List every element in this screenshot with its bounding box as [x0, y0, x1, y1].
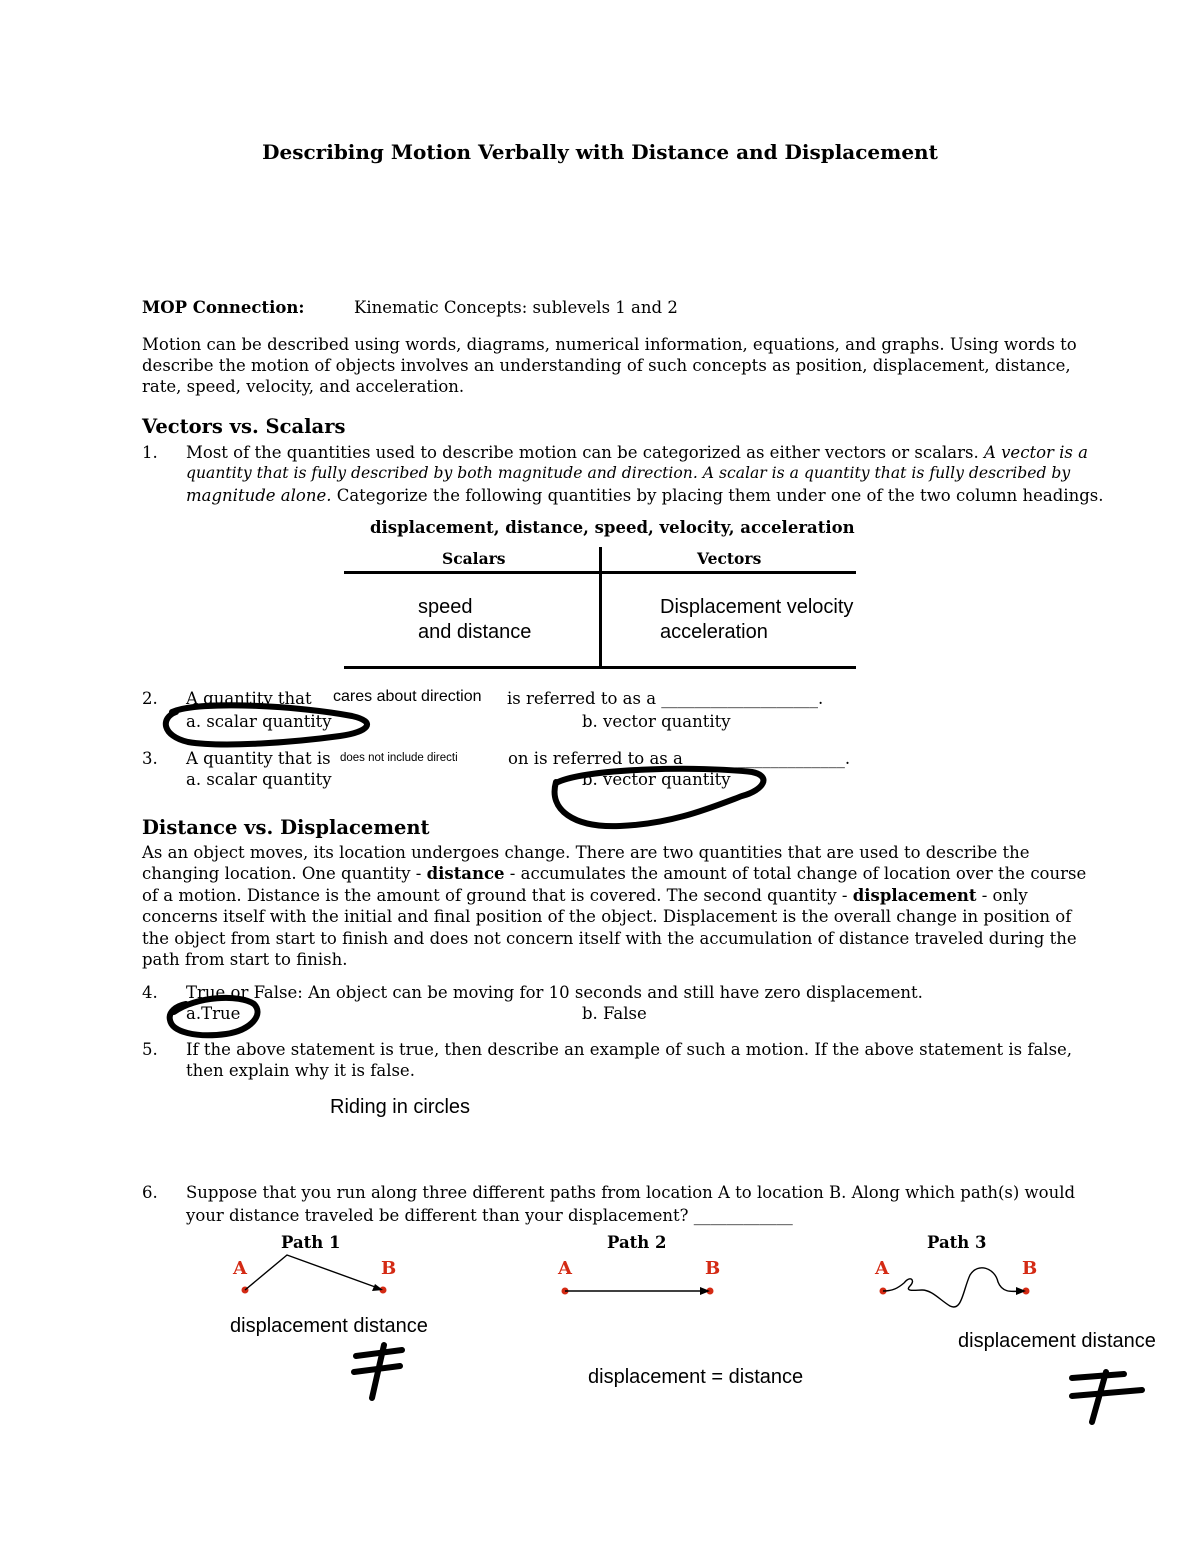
path-3-diagram [880, 1268, 1030, 1307]
q6-line-2: your distance traveled be different than your displacement? ____________ [186, 1206, 793, 1225]
path-1-start-label: A [233, 1258, 247, 1279]
intro-line-3: rate, speed, velocity, and acceleration. [142, 377, 465, 396]
para-line-2: changing location. One quantity - distance - accumulates the amount of total change of location over the course [142, 864, 1087, 883]
q4-option-a: a.True [186, 1004, 241, 1023]
section-heading-vectors-scalars: Vectors vs. Scalars [142, 415, 346, 438]
q4-text: True or False: An object can be moving for 10 seconds and still have zero displacement. [186, 983, 923, 1002]
q2-prefix: A quantity that [186, 689, 312, 708]
para-line-4: concerns itself with the initial and final position of the object. Displacement is the overall change in position of [142, 907, 1072, 926]
col-header-scalars: Scalars [442, 549, 506, 568]
q2-option-b: b. vector quantity [582, 712, 731, 731]
q6-line-1: Suppose that you run along three different paths from location A to location B. Along which path(s) would [186, 1183, 1076, 1202]
answer-vectors-line-1: Displacement velocity [660, 596, 854, 618]
path-3-annotation: displacement distance [958, 1330, 1156, 1352]
path-3-start-label: A [875, 1258, 889, 1279]
para-line-1: As an object moves, its location undergoes change. There are two quantities that are used to describe the [142, 843, 1030, 862]
path-1-end-label: B [381, 1258, 397, 1279]
q1-line-3: magnitude alone. Categorize the following quantities by placing them under one of the two column headings. [186, 486, 1104, 505]
path-2-end-label: B [705, 1258, 721, 1279]
q5-number: 5. [142, 1040, 158, 1059]
answer-scalars-line-2: and distance [418, 621, 532, 643]
mop-value: Kinematic Concepts: sublevels 1 and 2 [354, 298, 678, 317]
path-1-diagram [242, 1255, 387, 1294]
page-title: Describing Motion Verbally with Distance and Displacement [262, 140, 938, 164]
not-equal-mark-path-3 [1072, 1372, 1142, 1422]
not-equal-mark-path-1 [354, 1345, 402, 1398]
q3-number: 3. [142, 749, 158, 768]
q5-line-1: If the above statement is true, then describe an example of such a motion. If the above statement is false, [186, 1040, 1073, 1059]
circle-q3-option-b [555, 769, 764, 826]
quantities-list: displacement, distance, speed, velocity, acceleration [370, 518, 855, 537]
col-header-vectors: Vectors [697, 549, 762, 568]
para-line-5: the object from start to finish and does not concern itself with the accumulation of distance traveled during the [142, 929, 1077, 948]
q3-option-b: b. vector quantity [582, 770, 731, 789]
para-line-6: path from start to finish. [142, 950, 348, 969]
circle-q4-option-a [170, 998, 258, 1035]
q3-option-a: a. scalar quantity [186, 770, 332, 789]
path-1-route [245, 1255, 378, 1290]
path-2-label: Path 2 [607, 1233, 667, 1252]
path-1-annotation: displacement distance [230, 1315, 428, 1337]
q2-option-a: a. scalar quantity [186, 712, 332, 731]
q5-handwritten-answer: Riding in circles [330, 1096, 471, 1118]
section-heading-distance-displacement: Distance vs. Displacement [142, 816, 430, 839]
q1-number: 1. [142, 443, 158, 462]
q3-handwritten-answer: does not include directi [340, 752, 458, 764]
path-2-diagram [562, 1287, 714, 1295]
q3-prefix: A quantity that is [186, 749, 331, 768]
q2-number: 2. [142, 689, 158, 708]
q4-option-b: b. False [582, 1004, 647, 1023]
intro-line-1: Motion can be described using words, diagrams, numerical information, equations, and graphs. Using words to [142, 335, 1077, 354]
q3-suffix: on is referred to as a ___________________. [508, 749, 851, 768]
answer-vectors-line-2: acceleration [660, 621, 768, 643]
path-2-start-label: A [558, 1258, 572, 1279]
path-1-label: Path 1 [281, 1233, 341, 1252]
path-3-route [883, 1268, 1020, 1307]
path-3-end-label: B [1022, 1258, 1038, 1279]
q1-line-1: Most of the quantities used to describe motion can be categorized as either vectors or scalars. A vector is a [186, 443, 1088, 462]
mop-label: MOP Connection: [142, 298, 305, 317]
path-2-annotation: displacement = distance [588, 1366, 804, 1388]
intro-line-2: describe the motion of objects involves an understanding of such concepts as position, displacement, distance, [142, 356, 1071, 375]
para-line-3: of a motion. Distance is the amount of ground that is covered. The second quantity - displacement - only [142, 886, 1028, 905]
q6-number: 6. [142, 1183, 158, 1202]
q5-line-2: then explain why it is false. [186, 1061, 415, 1080]
answer-scalars-line-1: speed [418, 596, 473, 618]
q2-suffix: is referred to as a ___________________. [507, 689, 824, 708]
q4-number: 4. [142, 983, 158, 1002]
circle-q2-option-a [166, 705, 367, 744]
path-3-label: Path 3 [927, 1233, 987, 1252]
q1-line-2: quantity that is fully described by both magnitude and direction. A scalar is a quantity that is fully described by [186, 464, 1071, 482]
q2-handwritten-answer: cares about direction [333, 688, 482, 705]
